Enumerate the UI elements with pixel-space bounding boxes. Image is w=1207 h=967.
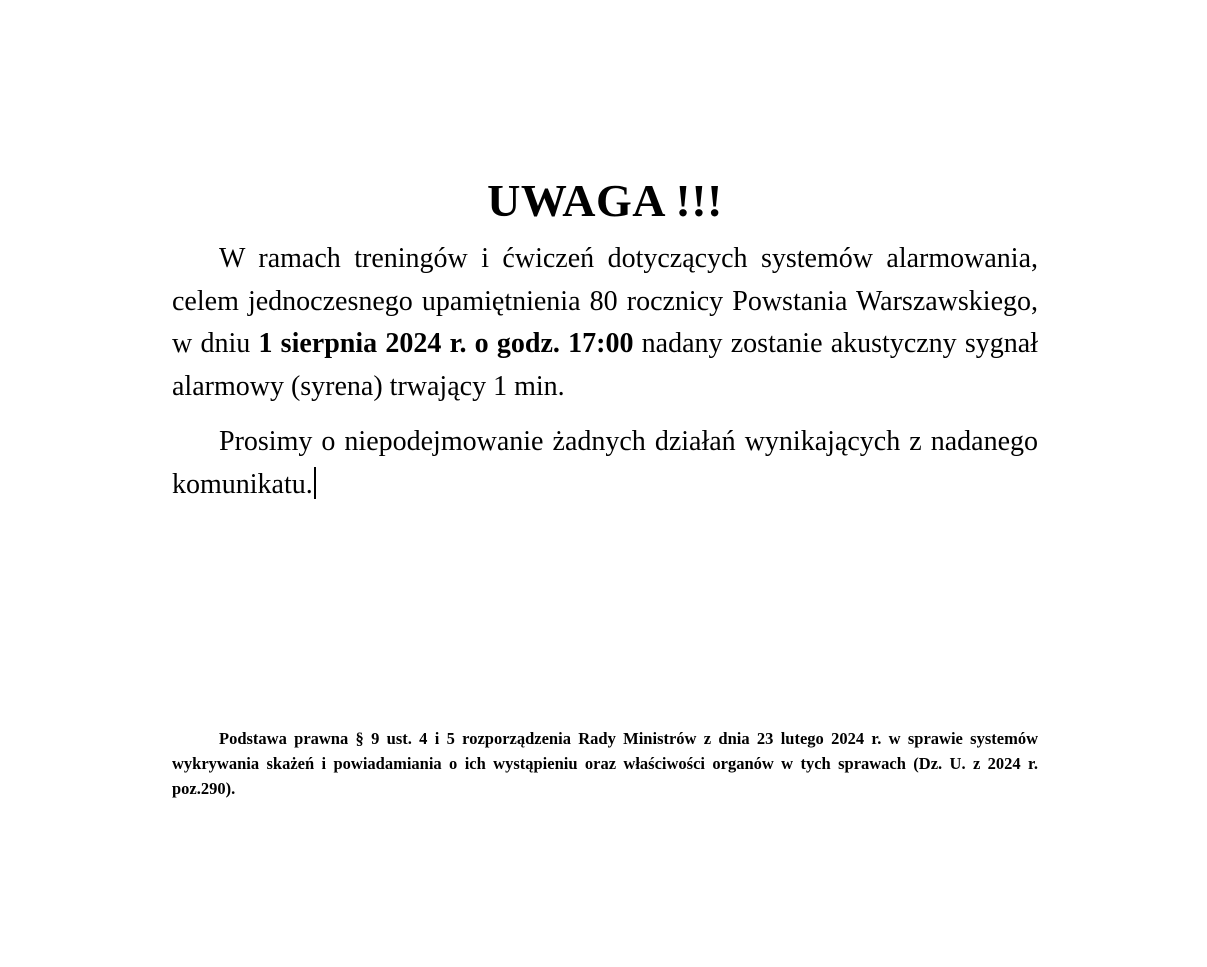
document-title: UWAGA !!! xyxy=(487,175,723,226)
request-paragraph xyxy=(172,421,1038,506)
announcement-paragraph xyxy=(172,238,1038,408)
document-body[interactable] xyxy=(172,174,1038,506)
request-text: Prosimy o niepodejmowanie żadnych działań wynikających z nadanego komunikatu. xyxy=(172,426,1038,500)
announcement-text-start: W ramach treningów i ćwiczeń dotyczących systemów alarmowania, celem jednoczesnego upamiętnienia 80 rocznicy Powstania Warszawskiego, w dniu xyxy=(172,243,1038,359)
announcement-text-end: nadany zostanie akustyczny sygnał alarmowy (syrena) trwający 1 min. xyxy=(172,328,1039,402)
legal-basis-footnote: Podstawa prawna § 9 ust. 4 i 5 rozporządzenia Rady Ministrów z dnia 23 lutego 2024 r. w sprawie systemów wykrywania skażeń i powiadamiania o ich wystąpieniu oraz właściwości organów w tych sprawach (Dz. U. z 2024 r. poz.290). xyxy=(172,729,1038,798)
text-cursor xyxy=(314,467,316,499)
announcement-date-time: 1 sierpnia 2024 r. o godz. 17:00 xyxy=(258,328,634,359)
